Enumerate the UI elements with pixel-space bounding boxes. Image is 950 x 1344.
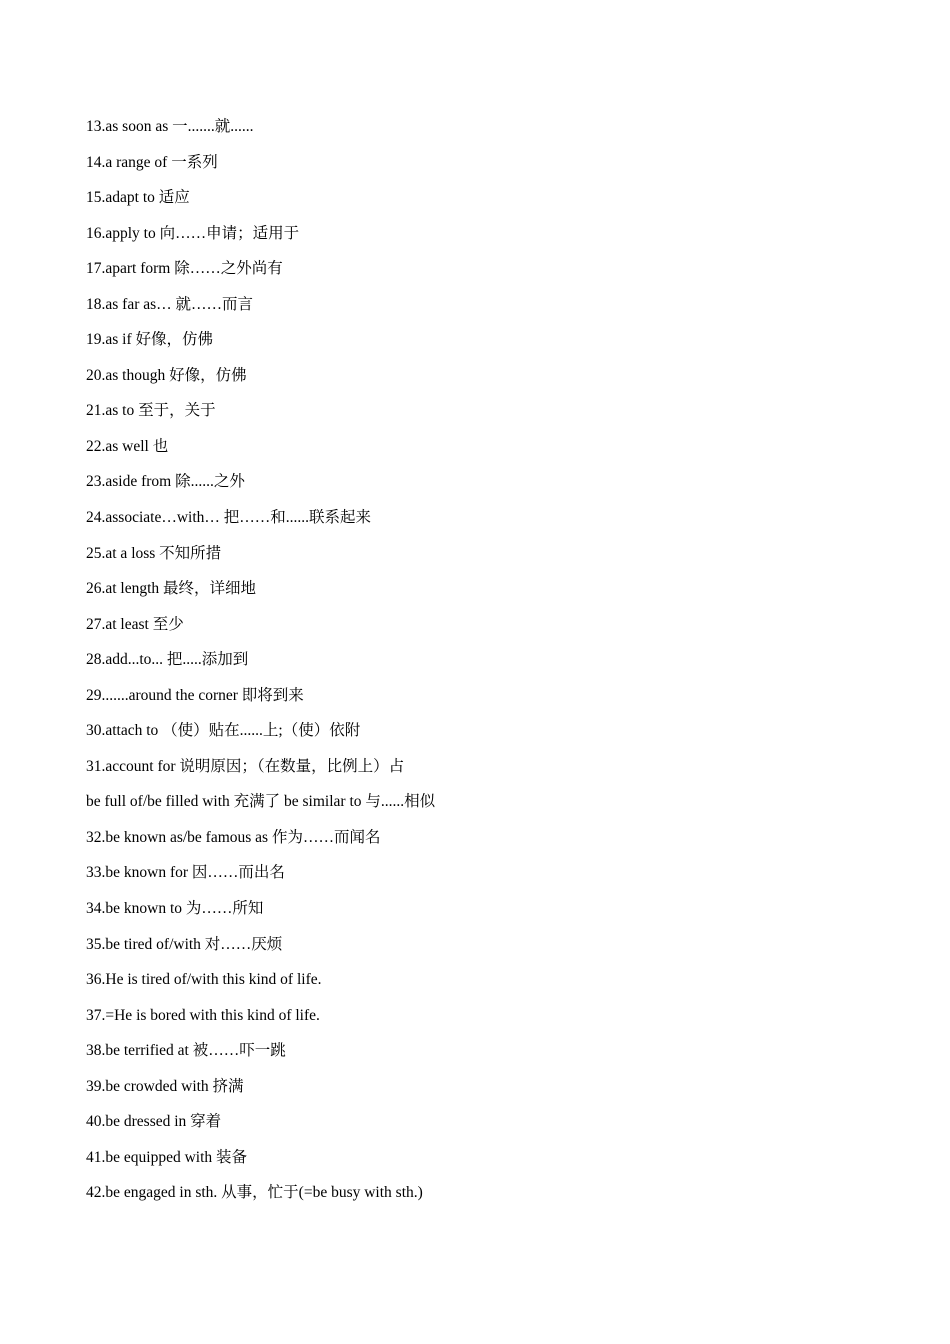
- phrase-entry: 39.be crowded with 挤满: [86, 1077, 244, 1095]
- phrase-entry: be full of/be filled with 充满了 be similar to 与......相似: [86, 793, 436, 811]
- phrase-entry: 29.......around the corner 即将到来: [86, 686, 304, 704]
- phrase-entry: 28.add...to... 把.....添加到: [86, 651, 249, 669]
- phrase-entry: 31.account for 说明原因；（在数量，比例上）占: [86, 757, 405, 775]
- phrase-entry: 30.attach to （使）贴在......上;（使）依附: [86, 722, 361, 740]
- phrase-entry: 38.be terrified at 被……吓一跳: [86, 1042, 286, 1060]
- phrase-entry: 26.at length 最终，详细地: [86, 580, 257, 598]
- phrase-entry: 35.be tired of/with 对……厌烦: [86, 935, 283, 953]
- phrase-entry: 19.as if 好像，仿佛: [86, 331, 214, 349]
- phrase-entry: 14.a range of 一系列: [86, 153, 218, 171]
- phrase-entry: 18.as far as… 就……而言: [86, 295, 254, 313]
- phrase-entry: 27.at least 至少: [86, 615, 184, 633]
- phrase-entry: 24.associate…with… 把……和......联系起来: [86, 509, 372, 527]
- phrase-entry: 41.be equipped with 装备: [86, 1148, 248, 1166]
- phrase-entry: 37.=He is bored with this kind of life.: [86, 1006, 320, 1024]
- phrase-list: [86, 115, 906, 1217]
- phrase-entry: 21.as to 至于，关于: [86, 402, 216, 420]
- phrase-entry: 36.He is tired of/with this kind of life.: [86, 971, 322, 989]
- phrase-entry: 17.apart form 除……之外尚有: [86, 260, 283, 278]
- phrase-entry: 40.be dressed in 穿着: [86, 1113, 222, 1131]
- phrase-entry: 13.as soon as 一.......就......: [86, 118, 254, 135]
- phrase-entry: 42.be engaged in sth. 从事，忙于(=be busy with sth.): [86, 1184, 423, 1202]
- phrase-entry: 16.apply to 向……申请；适用于: [86, 224, 300, 242]
- phrase-entry: 15.adapt to 适应: [86, 189, 190, 207]
- phrase-entry: 34.be known to 为……所知: [86, 900, 264, 918]
- phrase-entry: 32.be known as/be famous as 作为……而闻名: [86, 828, 381, 846]
- phrase-entry: 33.be known for 因……而出名: [86, 864, 285, 882]
- phrase-entry: 23.aside from 除......之外: [86, 473, 245, 491]
- phrase-entry: 22.as well 也: [86, 437, 169, 455]
- phrase-entry: 25.at a loss 不知所措: [86, 544, 222, 562]
- phrase-entry: 20.as though 好像，仿佛: [86, 366, 247, 384]
